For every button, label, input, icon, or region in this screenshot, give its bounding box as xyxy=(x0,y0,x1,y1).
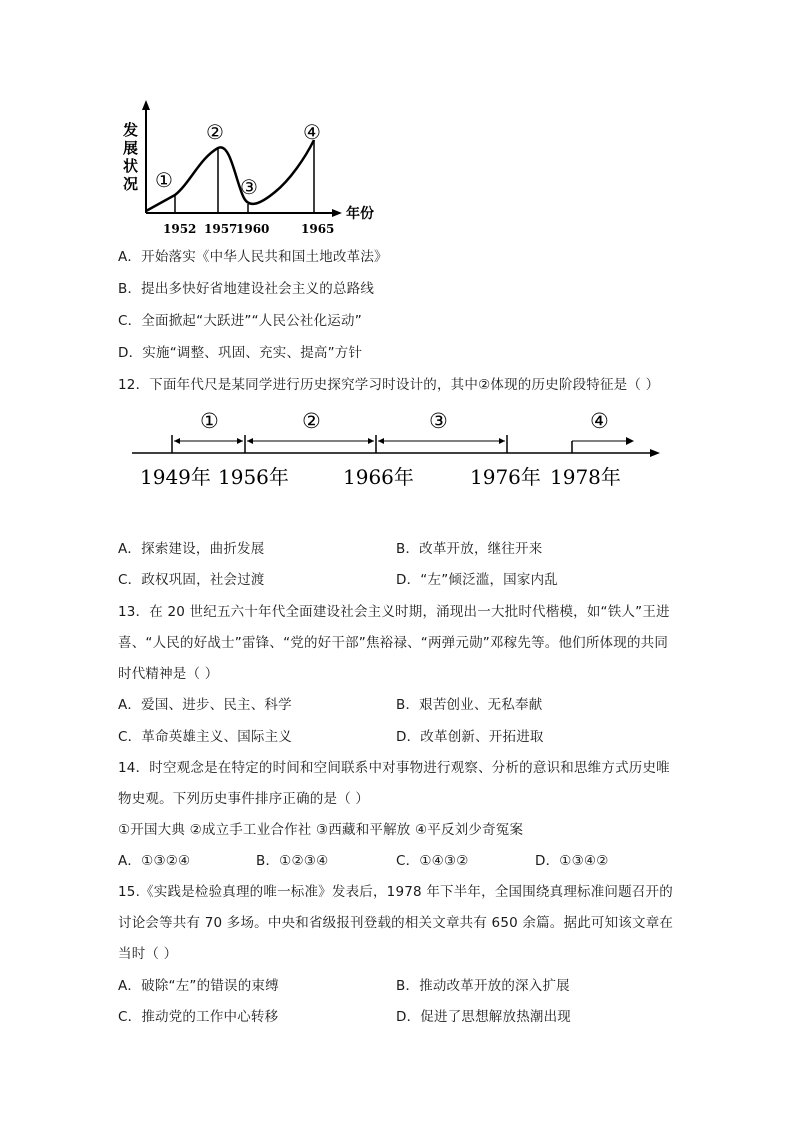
q12-option-c: C．政权巩固，社会过渡 xyxy=(118,572,265,588)
timeline-year-1976: 1976年 xyxy=(470,465,541,489)
year-1960: 1960 xyxy=(236,222,270,236)
segment-2-arrow-left xyxy=(247,438,253,444)
y-axis-label-4: 况 xyxy=(123,175,139,193)
year-1952: 1952 xyxy=(163,222,197,236)
segment-2-arrow-right xyxy=(368,438,374,444)
timeline-year-1949: 1949年 xyxy=(140,465,211,489)
q15-stem-line-2: 讨论会等共有 70 多场。中央和省级报刊登载的相关文章共有 650 余篇。据此可知该文章在 xyxy=(118,915,674,931)
year-1965: 1965 xyxy=(301,222,335,236)
q11-option-b: B．提出多快好省地建设社会主义的总路线 xyxy=(118,281,375,297)
timeline-year-1978: 1978年 xyxy=(550,465,621,489)
q14-stem-line-1: 14．时空观念是在特定的时间和空间联系中对事物进行观察、分析的意识和思维方式历史唯 xyxy=(118,760,670,776)
q13-option-b: B．艰苦创业、无私奉献 xyxy=(396,697,543,713)
y-axis-label-1: 发 xyxy=(123,121,139,139)
q14-stem-line-2: 物史观。下列历史事件排序正确的是（ ） xyxy=(118,791,370,807)
timeline-year-1956: 1956年 xyxy=(218,465,289,489)
q14-events: ①开国大典 ②成立手工业合作社 ③西藏和平解放 ④平反刘少奇冤案 xyxy=(118,822,524,838)
q11-option-d: D．实施“调整、巩固、充实、提高”方针 xyxy=(118,345,363,361)
q15-stem-line-3: 当时（ ） xyxy=(118,946,178,962)
segment-label-1: ① xyxy=(200,409,219,433)
q15-option-b: B．推动改革开放的深入扩展 xyxy=(396,978,570,994)
segment-4-arrow xyxy=(626,437,634,445)
q13-stem-line-2: 喜、“人民的好战士”雷锋、“党的好干部”焦裕禄、“两弹元勋”邓稼先等。他们所体现的共同 xyxy=(118,635,669,651)
segment-label-4: ④ xyxy=(590,409,609,433)
development-curve-figure xyxy=(110,98,400,238)
segment-3-arrow-right xyxy=(499,438,505,444)
x-axis-arrow xyxy=(332,209,342,217)
segment-label-3: ③ xyxy=(429,409,448,433)
segment-3-arrow-left xyxy=(378,438,384,444)
q15-option-a: A．破除“左”的错误的束缚 xyxy=(118,978,279,994)
point-label-3: ③ xyxy=(240,175,258,199)
y-axis-label-2: 展 xyxy=(123,139,139,157)
x-axis-label: 年份 xyxy=(346,206,374,222)
q12-option-a: A．探索建设，曲折发展 xyxy=(118,541,265,557)
q12-option-d: D．“左”倾泛滥，国家内乱 xyxy=(396,572,558,588)
segment-1-arrow-right xyxy=(237,438,243,444)
timeline-arrow xyxy=(650,449,660,457)
q13-stem-line-3: 时代精神是（ ） xyxy=(118,666,219,682)
point-label-1: ① xyxy=(155,168,173,192)
q12-option-b: B．改革开放，继往开来 xyxy=(396,541,543,557)
q14-option-b: B．①②③④ xyxy=(256,853,329,869)
q15-option-d: D．促进了思想解放热潮出现 xyxy=(396,1009,571,1025)
timeline-ruler xyxy=(130,405,664,495)
q13-option-a: A．爱国、进步、民主、科学 xyxy=(118,697,292,713)
timeline-year-1966: 1966年 xyxy=(343,465,414,489)
point-label-2: ② xyxy=(206,120,224,144)
q14-option-c: C．①④③② xyxy=(396,853,469,869)
q15-stem-line-1: 15.《实践是检验真理的唯一标准》发表后，1978 年下半年，全国围绕真理标准问题召开的 xyxy=(118,884,673,900)
y-axis-label-3: 状 xyxy=(123,157,139,175)
q12-stem: 12．下面年代尺是某同学进行历史探究学习时设计的，其中②体现的历史阶段特征是（ ） xyxy=(118,377,660,393)
y-axis-arrow xyxy=(142,100,150,110)
segment-label-2: ② xyxy=(302,409,321,433)
q13-option-d: D．改革创新、开拓进取 xyxy=(396,729,544,745)
segment-1-arrow-left xyxy=(174,438,180,444)
point-label-4: ④ xyxy=(303,120,321,144)
q13-stem-line-1: 13．在 20 世纪五六十年代全面建设社会主义时期，涌现出一大批时代楷模，如“铁人”王进 xyxy=(118,604,670,620)
q13-option-c: C．革命英雄主义、国际主义 xyxy=(118,729,293,745)
year-1957: 1957 xyxy=(204,222,238,236)
q14-option-a: A．①③②④ xyxy=(118,853,191,869)
q15-option-c: C．推动党的工作中心转移 xyxy=(118,1009,279,1025)
q14-option-d: D．①③④② xyxy=(535,853,609,869)
q11-option-a: A．开始落实《中华人民共和国土地改革法》 xyxy=(118,249,388,265)
q11-option-c: C．全面掀起“大跃进”“人民公社化运动” xyxy=(118,313,362,329)
